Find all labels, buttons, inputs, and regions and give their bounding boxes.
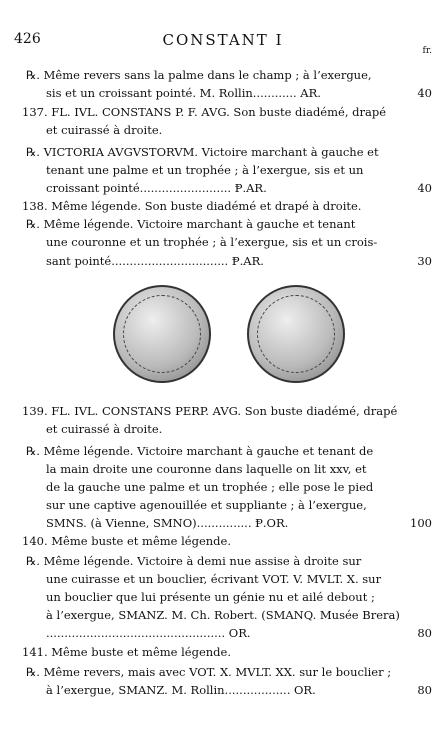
price-value: 40 bbox=[417, 86, 432, 100]
line-text: ℞. Même revers, mais avec VOT. X. MVLT. XX. sur le bouclier ; bbox=[26, 665, 392, 679]
line-text: sant pointé................................ Ᵽ.AR. bbox=[46, 254, 264, 268]
text-line bbox=[0, 460, 446, 478]
text-line bbox=[0, 606, 446, 624]
text-line bbox=[0, 121, 446, 139]
line-text: 140. Même buste et même légende. bbox=[22, 534, 231, 548]
line-text: et cuirassé à droite. bbox=[46, 123, 163, 137]
text-line bbox=[0, 442, 446, 460]
text-line bbox=[0, 252, 446, 270]
text-line bbox=[0, 402, 446, 420]
line-text: SMNS. (à Vienne, SMNO)............... Ᵽ.OR. bbox=[46, 516, 289, 530]
text-line bbox=[0, 552, 446, 570]
line-text: de la gauche une palme et un trophée ; elle pose le pied bbox=[46, 480, 374, 494]
line-text: la main droite une couronne dans laquelle on lit xxv, et bbox=[46, 462, 367, 476]
line-text: à l’exergue, SMANZ. M. Rollin.................. OR. bbox=[46, 683, 316, 697]
text-line bbox=[0, 514, 446, 532]
text-line bbox=[0, 624, 446, 642]
currency-unit: fr. bbox=[422, 46, 432, 56]
line-text: une cuirasse et un bouclier, écrivant VOT. V. MVLT. X. sur bbox=[46, 572, 382, 586]
line-text: un bouclier que lui présente un génie nu et ailé debout ; bbox=[46, 590, 375, 604]
text-line bbox=[0, 103, 446, 121]
line-text: croissant pointé......................... Ᵽ.AR. bbox=[46, 181, 267, 195]
page-number: 426 bbox=[14, 31, 41, 47]
text-line bbox=[0, 663, 446, 681]
line-text: ℞. Même légende. Victoire marchant à gauche et tenant de bbox=[26, 444, 374, 458]
price-value: 80 bbox=[417, 626, 432, 640]
line-text: ℞. VICTORIA AVGVSTORVM. Victoire marchant à gauche et bbox=[26, 145, 379, 159]
text-line bbox=[0, 570, 446, 588]
text-line bbox=[0, 179, 446, 197]
text-line bbox=[0, 143, 446, 161]
price-value: 80 bbox=[417, 683, 432, 697]
line-text: 138. Même légende. Son buste diadémé et drapé à droite. bbox=[22, 199, 362, 213]
line-text: ℞. Même revers sans la palme dans le champ ; à l’exergue, bbox=[26, 68, 372, 82]
text-line bbox=[0, 478, 446, 496]
text-line bbox=[0, 233, 446, 251]
text-line bbox=[0, 532, 446, 550]
text-line bbox=[0, 681, 446, 699]
line-text: ................................................. OR. bbox=[46, 626, 251, 640]
line-text: ℞. Même légende. Victoire à demi nue assise à droite sur bbox=[26, 554, 362, 568]
line-text: sis et un croissant pointé. M. Rollin............ AR. bbox=[46, 86, 321, 100]
price-value: 100 bbox=[410, 516, 432, 530]
coin-obverse bbox=[113, 285, 211, 383]
text-line bbox=[0, 496, 446, 514]
line-text: 139. FL. IVL. CONSTANS PERP. AVG. Son buste diadémé, drapé bbox=[22, 404, 398, 418]
line-text: 137. FL. IVL. CONSTANS P. F. AVG. Son buste diadémé, drapé bbox=[22, 105, 387, 119]
text-line bbox=[0, 66, 446, 84]
text-line bbox=[0, 84, 446, 102]
text-line bbox=[0, 588, 446, 606]
text-line bbox=[0, 215, 446, 233]
line-text: sur une captive agenouillée et suppliante ; à l’exergue, bbox=[46, 498, 367, 512]
line-text: une couronne et un trophée ; à l’exergue, sis et un crois- bbox=[46, 235, 378, 249]
text-line bbox=[0, 643, 446, 661]
line-text: 141. Même buste et même légende. bbox=[22, 645, 231, 659]
price-value: 40 bbox=[417, 181, 432, 195]
page-title: CONSTANT I bbox=[162, 31, 284, 49]
text-line bbox=[0, 161, 446, 179]
line-text: à l’exergue, SMANZ. M. Ch. Robert. (SMANQ. Musée Brera) bbox=[46, 608, 400, 622]
coin-reverse bbox=[247, 285, 345, 383]
price-value: 30 bbox=[417, 254, 432, 268]
text-line bbox=[0, 197, 446, 215]
line-text: et cuirassé à droite. bbox=[46, 422, 163, 436]
line-text: ℞. Même légende. Victoire marchant à gauche et tenant bbox=[26, 217, 356, 231]
line-text: tenant une palme et un trophée ; à l’exergue, sis et un bbox=[46, 163, 364, 177]
text-line bbox=[0, 420, 446, 438]
